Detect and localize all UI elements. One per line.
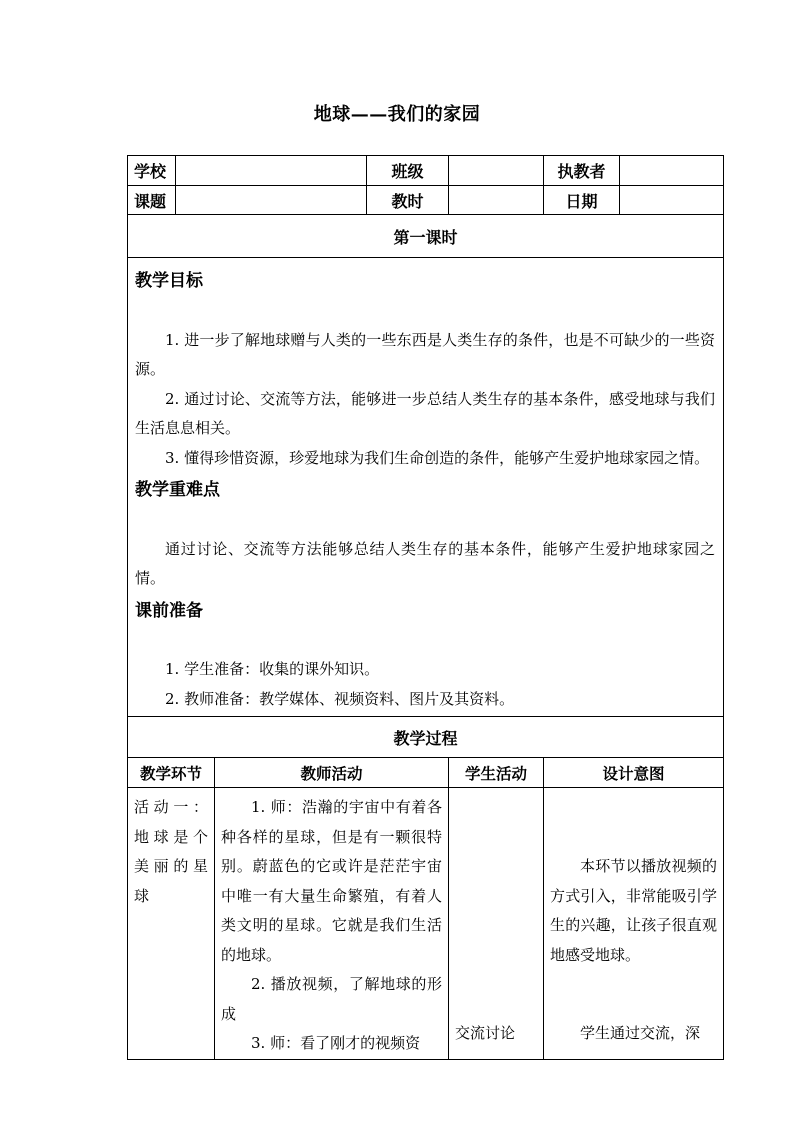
overview-cell xyxy=(128,258,724,717)
student-cell xyxy=(449,788,544,1060)
info-row-1 xyxy=(128,156,724,186)
date-value[interactable] xyxy=(620,186,724,215)
school-value[interactable] xyxy=(176,156,367,186)
process-title-row xyxy=(128,717,724,758)
objective-1: 1. 进一步了解地球赠与人类的一些东西是人类生存的条件，也是不可缺少的一些资源。 xyxy=(135,330,715,378)
topic-label: 课题 xyxy=(128,186,176,215)
key-points-text: 通过讨论、交流等方法能够总结人类生存的基本条件，能够产生爱护地球家园之情。 xyxy=(135,539,715,587)
topic-value[interactable] xyxy=(176,186,367,215)
document-title: 地球——我们的家园 xyxy=(313,104,481,125)
class-label: 班级 xyxy=(367,156,449,186)
column-teacher: 教师活动 xyxy=(215,758,449,788)
teacher-value[interactable] xyxy=(620,156,724,186)
intent-cell xyxy=(544,788,724,1060)
student-activity: 交流讨论 xyxy=(455,1024,516,1042)
objectives-heading: 教学目标 xyxy=(135,271,203,291)
preparation-1: 1. 学生准备：收集的课外知识。 xyxy=(165,660,380,678)
date-label: 日期 xyxy=(544,186,620,215)
info-row-2 xyxy=(128,186,724,215)
hours-value[interactable] xyxy=(449,186,544,215)
teacher-step-2: 2. 播放视频，了解地球的形成 xyxy=(221,975,442,1023)
intent-1: 本环节以播放视频的方式引入，非常能吸引学生的兴趣，让孩子很直观地感受地球。 xyxy=(550,857,717,964)
lesson-title-row xyxy=(128,215,724,258)
stage-text: 活动一：地球是个美丽的星球 xyxy=(134,798,208,905)
column-student: 学生活动 xyxy=(449,758,544,788)
process-row-1 xyxy=(128,788,724,1060)
process-heading: 教学过程 xyxy=(128,717,724,758)
objective-3: 3. 懂得珍惜资源，珍爱地球为我们生命创造的条件，能够产生爱护地球家园之情。 xyxy=(165,448,710,467)
teacher-step-3: 3. 师：看了刚才的视频资 xyxy=(251,1034,421,1052)
teacher-step-1: 1. 师：浩瀚的宇宙中有着各种各样的星球，但是有一颗很特别。蔚蓝色的它或许是茫茫宇宙中唯一有大量生命繁殖，有着人类文明的星球。它就是我们生活的地球。 xyxy=(221,798,442,964)
class-value[interactable] xyxy=(449,156,544,186)
overview-row xyxy=(128,258,724,717)
stage-cell xyxy=(128,788,215,1060)
key-points-heading: 教学重难点 xyxy=(135,480,220,500)
process-header-row xyxy=(128,758,724,788)
intent-2: 学生通过交流，深 xyxy=(580,1024,701,1042)
lesson-title: 第一课时 xyxy=(128,215,724,258)
school-label: 学校 xyxy=(128,156,176,186)
column-intent: 设计意图 xyxy=(544,758,724,788)
preparation-2: 2. 教师准备：教学媒体、视频资料、图片及其资料。 xyxy=(165,689,515,708)
lesson-plan-table xyxy=(127,155,724,1060)
hours-label: 教时 xyxy=(367,186,449,215)
teacher-label: 执教者 xyxy=(544,156,620,186)
objective-2: 2. 通过讨论、交流等方法，能够进一步总结人类生存的基本条件，感受地球与我们生活息息相关。 xyxy=(135,389,715,437)
teacher-cell xyxy=(215,788,449,1060)
column-stage: 教学环节 xyxy=(128,758,215,788)
preparation-heading: 课前准备 xyxy=(135,600,203,621)
